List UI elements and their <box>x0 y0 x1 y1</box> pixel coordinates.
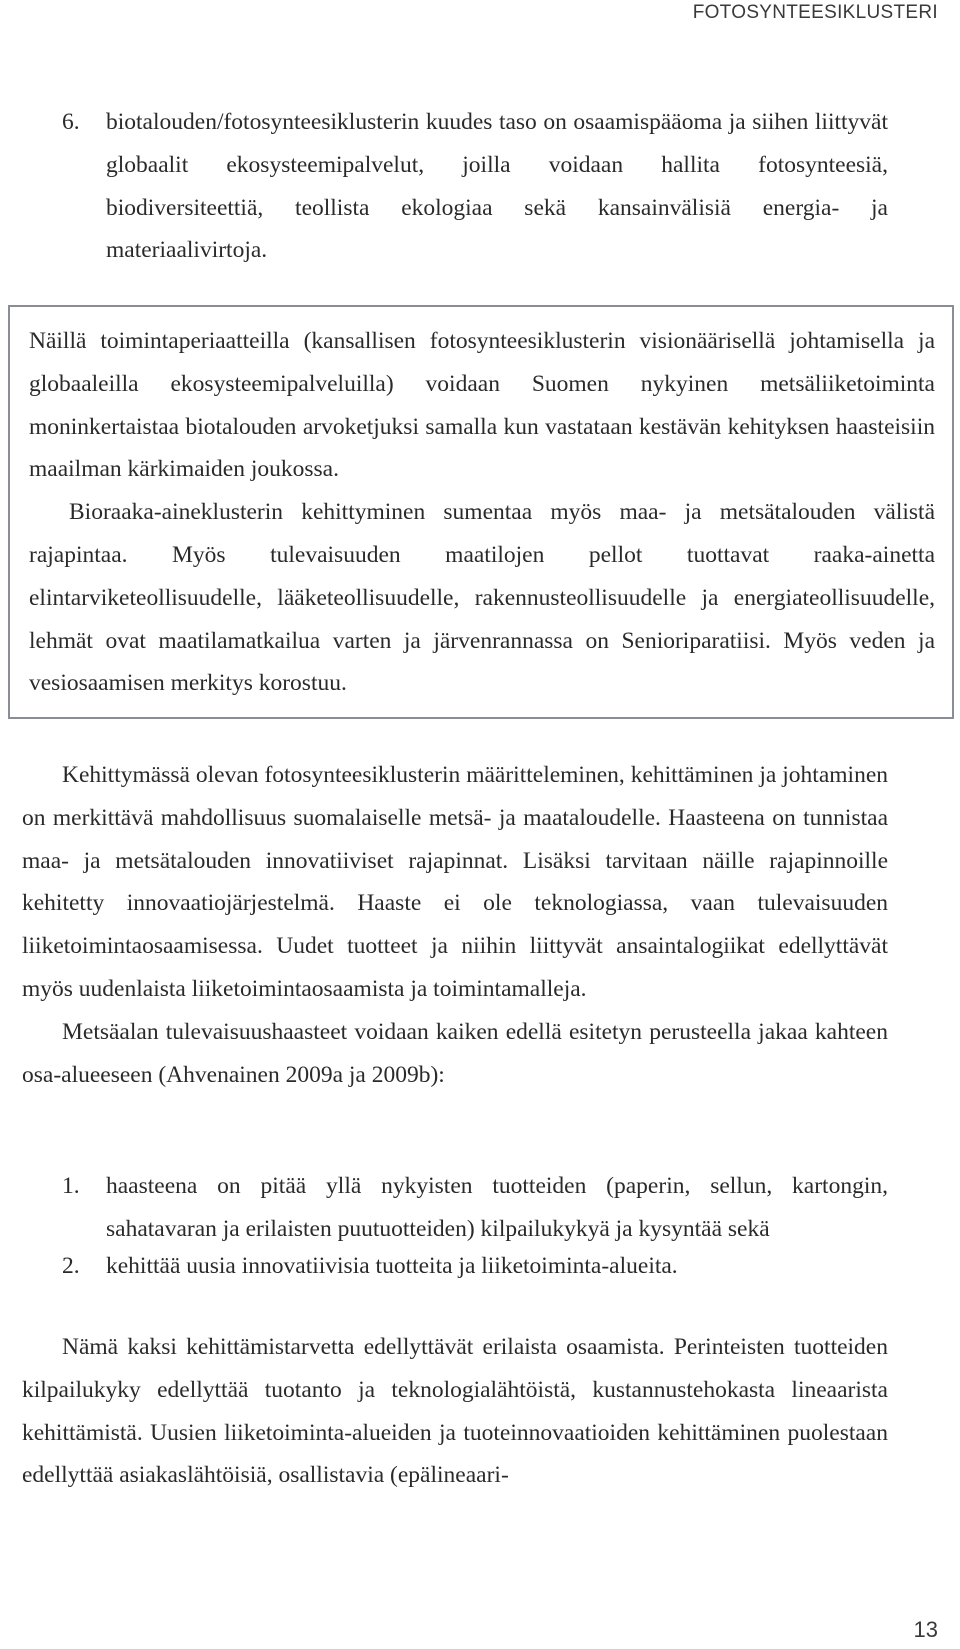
body-paragraph-3: Nämä kaksi kehittämistarvetta edellyttävät erilaista osaamista. Perinteisten tuotteiden kilpailukyky edellyttää tuotanto ja teknologialähtöistä, kustannustehokasta lineaarista kehittämistä. Uusien liiketoiminta-alueiden ja tuoteinnovaatioiden kehittäminen puolestaan edellyttää asiakaslähtöisiä, osallistavia (epälineaari- <box>22 1334 888 1489</box>
list-item-text: biotalouden/fotosynteesiklusterin kuudes taso on osaamispääoma ja siihen liittyvät globaalit ekosysteemipalvelut, joilla voidaan hallita fotosynteesiä, biodiversiteettiä, teollista ekologiaa sekä kansainvälisiä energia- ja materiaalivirtoja. <box>106 109 888 264</box>
list-item-1 <box>62 1165 888 1251</box>
list-item-2 <box>62 1245 888 1288</box>
body-section-1 <box>22 754 888 1096</box>
body-section-2 <box>22 1326 888 1497</box>
list-item-text: kehittää uusia innovatiivisia tuotteita ja liiketoiminta-alueita. <box>106 1253 678 1279</box>
box-paragraph-2: Bioraaka-aineklusterin kehittyminen sumentaa myös maa- ja metsätalouden välistä rajapintaa. Myös tulevaisuuden maatilojen pellot tuottavat raaka-ainetta elintarviketeollisuudelle, lääketeollisuudelle, rakennusteollisuudelle ja energiateollisuudelle, lehmät ovat maatilamatkailua varten ja järvenrannassa on Senioriparatiisi. Myös veden ja vesiosaamisen merkitys korostuu. <box>29 499 935 697</box>
list-item-number: 6. <box>62 109 80 135</box>
page-number: 13 <box>913 1617 938 1642</box>
box-paragraph-1: Näillä toimintaperiaatteilla (kansallisen fotosynteesiklusterin visionäärisellä johtamisella ja globaaleilla ekosysteemipalveluilla) voidaan Suomen nykyinen metsäliiketoiminta moninkertaistaa biotalouden arvoketjuksi samalla kun vastataan kestävän kehityksen haasteisiin maailman kärkimaiden joukossa. <box>29 328 935 483</box>
running-header-title: FOTOSYNTEESIKLUSTERI <box>692 2 938 23</box>
highlight-box <box>8 305 954 719</box>
highlight-box-content <box>29 320 935 705</box>
list-item-number: 2. <box>62 1253 80 1279</box>
list-item-number: 1. <box>62 1173 80 1199</box>
body-paragraph-1: Kehittymässä olevan fotosynteesiklusterin määritteleminen, kehittäminen ja johtaminen on merkittävä mahdollisuus suomalaiselle metsä- ja maataloudelle. Haasteena on tunnistaa maa- ja metsätalouden innovatiiviset rajapinnat. Lisäksi tarvitaan näille rajapinnoille kehitetty innovaatiojärjestelmä. Haaste ei ole teknologiassa, vaan tulevaisuuden liiketoimintaosaamisessa. Uudet tuotteet ja niihin liittyvät ansaintalogiikat edellyttävät myös uudenlaista liiketoimintaosaamista ja toimintamalleja. <box>22 762 888 1002</box>
list-item-text: haasteena on pitää yllä nykyisten tuotteiden (paperin, sellun, kartongin, sahatavaran ja erilaisten puutuotteiden) kilpailukykyä ja kysyntää sekä <box>106 1173 888 1242</box>
body-paragraph-2: Metsäalan tulevaisuushaasteet voidaan kaiken edellä esitetyn perusteella jakaa kahteen osa-alueeseen (Ahvenainen 2009a ja 2009b): <box>22 1018 888 1088</box>
list-item-6 <box>62 101 888 272</box>
